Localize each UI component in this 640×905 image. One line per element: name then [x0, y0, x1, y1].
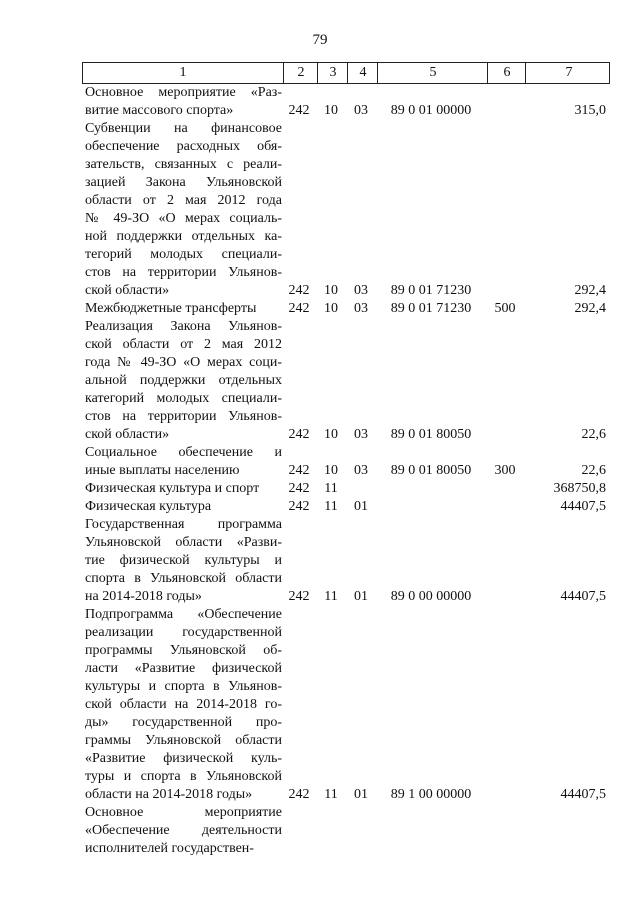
table-body [82, 84, 610, 858]
row-name [82, 804, 282, 858]
row-name-line: культуры и спорта в Ульянов- [85, 679, 282, 694]
table-row [82, 444, 610, 480]
header-col-1: 1 [179, 65, 187, 80]
row-col-7: 292,4 [574, 283, 606, 298]
row-name [82, 516, 282, 606]
row-name-line: тие физической культуры и [85, 553, 282, 568]
row-name-line: программы Ульяновской об- [85, 643, 282, 658]
table-header [82, 62, 610, 84]
row-name [82, 120, 282, 300]
table-row [82, 606, 610, 804]
row-name [82, 498, 282, 516]
row-name-line: «Обеспечение деятельности [85, 823, 282, 838]
row-col-2: 242 [288, 787, 310, 802]
row-name-line: ской области» [85, 427, 170, 442]
row-name-line: стов на территории Ульянов- [85, 265, 282, 280]
row-name-line: туры и спорта в Ульяновской [85, 769, 282, 784]
row-name-line: области на 2014-2018 годы» [85, 787, 253, 802]
row-col-3: 10 [324, 103, 338, 118]
row-name [82, 84, 282, 120]
row-name [82, 444, 282, 480]
row-col-5: 89 0 01 80050 [390, 463, 472, 478]
row-col-4: 03 [354, 103, 368, 118]
row-col-7: 22,6 [581, 463, 606, 478]
page-number: 79 [312, 32, 328, 48]
table-row [82, 318, 610, 444]
row-col-3: 10 [324, 301, 338, 316]
row-col-3: 11 [324, 589, 338, 604]
row-col-4: 01 [354, 589, 368, 604]
row-name-line: зательств, связанных с реали- [85, 157, 282, 172]
table-row [82, 300, 610, 318]
row-col-2: 242 [288, 427, 310, 442]
row-name-line: Субвенции на финансовое [85, 121, 282, 136]
row-col-2: 242 [288, 301, 310, 316]
header-col-7: 7 [525, 63, 612, 83]
row-col-5: 89 0 01 71230 [390, 301, 472, 316]
row-col-5: 89 0 01 00000 [390, 103, 472, 118]
row-col-2: 242 [288, 283, 310, 298]
row-col-7: 292,4 [574, 301, 606, 316]
row-name-line: Подпрограмма «Обеспечение [85, 607, 282, 622]
row-col-4: 03 [354, 427, 368, 442]
row-name-line: категорий молодых специали- [85, 391, 282, 406]
row-col-7: 22,6 [581, 427, 606, 442]
row-col-7: 44407,5 [560, 589, 606, 604]
table-row [82, 498, 610, 516]
row-name-line: ской области» [85, 283, 170, 298]
row-name-line: Государственная программа [85, 517, 282, 532]
row-col-7: 44407,5 [560, 499, 606, 514]
row-col-3: 11 [324, 499, 338, 514]
row-name-line: витие массового спорта» [85, 103, 234, 118]
row-col-5: 89 0 00 00000 [390, 589, 472, 604]
row-col-5: 89 1 00 00000 [390, 787, 472, 802]
row-col-4: 01 [354, 787, 368, 802]
table-row [82, 804, 610, 858]
row-name-line: № 49-ЗО «О мерах социаль- [85, 211, 282, 226]
table-row [82, 480, 610, 498]
row-name [82, 480, 282, 498]
row-col-5: 89 0 01 80050 [390, 427, 472, 442]
row-name-line: иные выплаты населению [85, 463, 240, 478]
row-name-line: Социальное обеспечение и [85, 445, 282, 460]
row-col-2: 242 [288, 481, 310, 496]
row-col-3: 11 [324, 481, 338, 496]
row-col-2: 242 [288, 463, 310, 478]
row-col-3: 10 [324, 283, 338, 298]
row-col-5: 89 0 01 71230 [390, 283, 472, 298]
row-name-line: на 2014-2018 годы» [85, 589, 202, 604]
row-name-line: Реализация Закона Ульянов- [85, 319, 282, 334]
row-col-6: 500 [494, 301, 516, 316]
header-col-2: 2 [283, 63, 318, 83]
row-name-line: Основное мероприятие «Раз- [85, 85, 282, 100]
header-col-3: 3 [317, 63, 348, 83]
row-col-2: 242 [288, 589, 310, 604]
row-col-3: 10 [324, 427, 338, 442]
row-col-7: 44407,5 [560, 787, 606, 802]
row-name-line: Межбюджетные трансферты [85, 301, 257, 316]
row-name-line: Физическая культура и спорт [85, 481, 260, 496]
row-col-3: 10 [324, 463, 338, 478]
row-name-line: Ульяновской области «Разви- [85, 535, 282, 550]
row-col-4: 01 [354, 499, 368, 514]
row-name-line: тегорий молодых специали- [85, 247, 282, 262]
header-col-6: 6 [487, 63, 526, 83]
row-col-2: 242 [288, 499, 310, 514]
header-col-5: 5 [377, 63, 488, 83]
row-col-2: 242 [288, 103, 310, 118]
row-name-line: стов на территории Ульянов- [85, 409, 282, 424]
row-name-line: области от 2 мая 2012 года [85, 193, 282, 208]
row-name-line: ласти «Развитие физической [85, 661, 282, 676]
row-name-line: ской области от 2 мая 2012 [85, 337, 282, 352]
row-name-line: ды» государственной про- [85, 715, 282, 730]
row-col-4: 03 [354, 463, 368, 478]
row-name-line: реализации государственной [85, 625, 282, 640]
row-col-3: 11 [324, 787, 338, 802]
row-name-line: ной поддержки отдельных ка- [85, 229, 282, 244]
row-name-line: зацией Закона Ульяновской [85, 175, 282, 190]
row-col-4: 03 [354, 301, 368, 316]
row-name-line: обеспечение расходных обя- [85, 139, 282, 154]
row-col-6: 300 [494, 463, 516, 478]
row-name-line: года № 49-ЗО «О мерах соци- [85, 355, 282, 370]
row-name-line: Основное мероприятие [85, 805, 282, 820]
row-name-line: граммы Ульяновской области [85, 733, 282, 748]
row-col-7: 315,0 [574, 103, 606, 118]
budget-table [82, 62, 610, 858]
header-col-4: 4 [347, 63, 378, 83]
row-name [82, 318, 282, 444]
row-name-line: ской области на 2014-2018 го- [85, 697, 282, 712]
row-name [82, 300, 282, 318]
table-row [82, 84, 610, 120]
row-col-4: 03 [354, 283, 368, 298]
row-name-line: исполнителей государствен- [85, 841, 254, 856]
row-name-line: «Развитие физической куль- [85, 751, 282, 766]
row-name-line: спорта в Ульяновской области [85, 571, 282, 586]
row-name [82, 606, 282, 804]
table-row [82, 516, 610, 606]
row-col-7: 368750,8 [553, 481, 606, 496]
row-name-line: альной поддержки отдельных [85, 373, 282, 388]
row-name-line: Физическая культура [85, 499, 212, 514]
table-row [82, 120, 610, 300]
